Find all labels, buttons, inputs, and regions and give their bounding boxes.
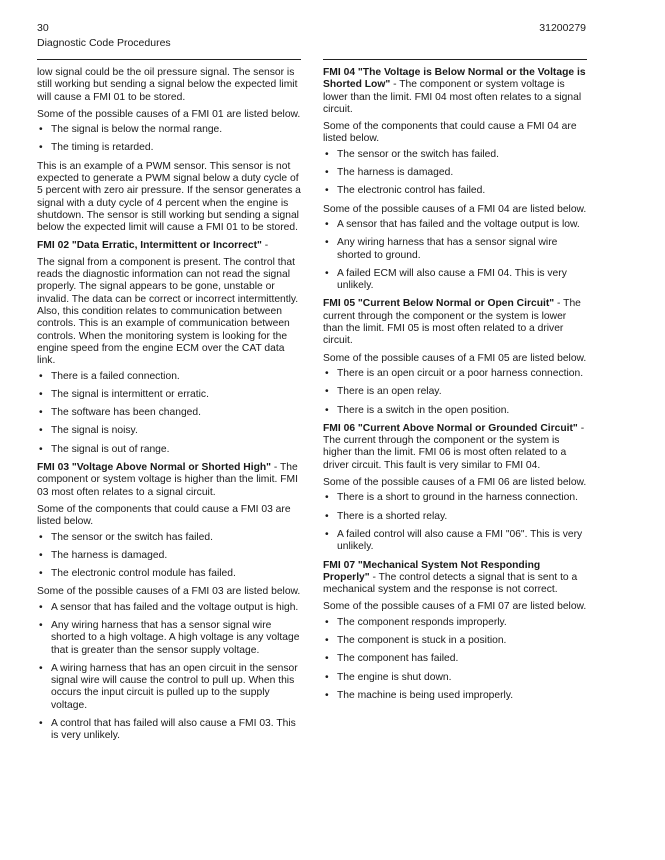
list-item [323,268,587,293]
bullet-icon: • [325,237,329,249]
list-item [37,444,301,456]
fmi03-components-list [37,532,301,581]
fmi06-causes-list [323,492,587,553]
list-item [37,663,301,712]
bullet-icon: • [325,267,329,279]
bullet-icon: • [325,167,329,179]
list-item-text: The electronic control module has failed. [51,568,236,580]
fmi05-heading [323,298,587,347]
bullet-icon: • [39,142,43,154]
list-item-text: The sensor or the switch has failed. [337,148,499,160]
bullet-icon: • [39,549,43,561]
list-item [37,142,301,154]
list-item [323,492,587,504]
bullet-icon: • [39,662,43,674]
list-item-text: A sensor that has failed and the voltage output is high. [51,601,299,613]
list-item-text: Any wiring harness that has a sensor signal wire shorted to a high voltage. A high voltage is any voltage that is greater than the sensor supply voltage. [51,619,300,656]
list-item-text: The software has been changed. [51,407,201,419]
paragraph: Some of the components that could cause a FMI 03 are listed below. [37,503,291,528]
bullet-icon: • [325,671,329,683]
page-number: 30 [37,22,49,34]
heading-dash: - [261,239,269,251]
fmi04-description: - The component or system voltage is lower than the limit. FMI 04 most often relates to a signal circuit. [323,79,582,115]
fmi03-title: FMI 03 "Voltage Above Normal or Shorted High" [37,462,272,474]
bullet-icon: • [325,528,329,540]
list-item [323,529,587,554]
bullet-icon: • [325,185,329,197]
bullet-icon: • [39,619,43,631]
fmi06-description: - The current through the component or the system is higher than the limit. FMI 06 is most often related to a driver circuit. This fault is very similar to FMI 04. [323,422,585,471]
bullet-icon: • [325,492,329,504]
list-item [37,371,301,383]
list-item-text: The signal is noisy. [51,425,138,437]
list-item-text: The sensor or the switch has failed. [51,531,213,543]
list-item [323,185,587,197]
bullet-icon: • [39,601,43,613]
list-item [323,386,587,398]
fmi04-causes-list [323,219,587,292]
list-item-text: There is a switch in the open position. [337,404,510,416]
bullet-icon: • [325,404,329,416]
list-item-text: A failed ECM will also cause a FMI 04. This is very unlikely. [337,267,567,292]
fmi04-components-list [323,149,587,198]
list-item-text: The timing is retarded. [51,142,154,154]
paragraph: Some of the possible causes of a FMI 03 are listed below. [37,586,301,598]
fmi04-heading [323,67,587,116]
bullet-icon: • [325,148,329,160]
fmi05-causes-list [323,368,587,417]
bullet-icon: • [325,689,329,701]
fmi05-title: FMI 05 "Current Below Normal or Open Circuit" [323,298,555,310]
list-item [323,653,587,665]
list-item [37,718,301,743]
right-column [323,67,587,708]
list-item-text: The harness is damaged. [51,549,168,561]
bullet-icon: • [325,218,329,230]
list-item [37,568,301,580]
list-item-text: The component responds improperly. [337,616,507,628]
list-item [323,617,587,629]
list-item [37,620,301,657]
list-item [323,368,587,380]
list-item-text: A failed control will also cause a FMI "06". This is very unlikely. [337,528,583,553]
paragraph: Some of the components that could cause a FMI 04 are listed below. [323,121,577,145]
list-item-text: The component has failed. [337,653,459,665]
list-item [323,149,587,161]
header-rule-right [323,59,587,60]
fmi02-items-list [37,371,301,456]
list-item [37,425,301,437]
list-item-text: The engine is shut down. [337,671,452,683]
list-item-text: There is an open circuit or a poor harness connection. [337,367,584,379]
bullet-icon: • [325,616,329,628]
list-item-text: There is an open relay. [337,386,442,398]
bullet-icon: • [325,367,329,379]
paragraph: low signal could be the oil pressure signal. The sensor is still working but sending a signal below the expected limit will cause a FMI 01 to be stored. [37,67,298,103]
list-item [323,635,587,647]
fmi05-description: - The current through the component or the system is lower than the limit. FMI 05 is most often related to a driver circuit. [323,298,581,347]
fmi01-causes-list [37,124,301,155]
bullet-icon: • [325,653,329,665]
fmi03-description: - The component or system voltage is higher than the limit. FMI 03 most often relates to a signal circuit. [37,462,298,498]
list-item-text: The signal is below the normal range. [51,124,223,136]
bullet-icon: • [39,370,43,382]
list-item [37,532,301,544]
fmi07-causes-list [323,617,587,702]
paragraph: Some of the possible causes of a FMI 05 are listed below. [323,352,587,364]
list-item-text: The signal is out of range. [51,443,170,455]
list-item-text: The component is stuck in a position. [337,634,507,646]
bullet-icon: • [39,425,43,437]
paragraph: Some of the possible causes of a FMI 07 are listed below. [323,601,587,613]
section-title: Diagnostic Code Procedures [37,37,171,49]
document-number: 31200279 [539,22,586,34]
list-item [37,602,301,614]
fmi07-description: - The control detects a signal that is sent to a mechanical system and the response is not correct. [323,571,578,596]
bullet-icon: • [325,386,329,398]
bullet-icon: • [325,510,329,522]
list-item-text: The electronic control has failed. [337,185,486,197]
list-item [37,389,301,401]
list-item-text: There is a short to ground in the harness connection. [337,492,578,504]
list-item [323,405,587,417]
bullet-icon: • [39,531,43,543]
list-item-text: Any wiring harness that has a sensor signal wire shorted to ground. [337,237,558,261]
list-item-text: The machine is being used improperly. [337,689,514,701]
bullet-icon: • [39,124,43,136]
paragraph: Some of the possible causes of a FMI 01 are listed below. [37,108,301,120]
header-rule-left [37,59,301,60]
fmi03-heading [37,462,301,499]
bullet-icon: • [39,407,43,419]
list-item [37,124,301,136]
list-item-text: A control that has failed will also cause a FMI 03. This is very unlikely. [51,718,296,742]
bullet-icon: • [39,388,43,400]
fmi07-heading [323,560,587,597]
list-item-text: The harness is damaged. [337,167,454,179]
list-item [323,219,587,231]
fmi06-title: FMI 06 "Current Above Normal or Grounded Circuit" [323,422,578,434]
list-item [323,511,587,523]
list-item [323,690,587,702]
paragraph: Some of the possible causes of a FMI 04 are listed below. [323,203,587,215]
left-column [37,67,301,749]
list-item [37,550,301,562]
paragraph: The signal from a component is present. The control that reads the diagnostic information can not read the signal properly. The signal appears to be gone, unstable or invalid. The data can be correct or incorrect intermittently. Also, this condition relates to communication between controls. This is an example of communication between controls. When the monitoring system is looking for the engine speed from the engine ECM over the CAT data link. [37,256,299,367]
fmi06-heading [323,423,587,472]
paragraph: This is an example of a PWM sensor. This sensor is not expected to generate a PWM signal below a duty cycle of 5 percent with zero air pressure. If the sensor generates a signal with a duty cycle of 4 percent when the engine is shutdown. The sensor is still working but sending a signal below the expected limit will cause a FMI 01 to be stored. [37,160,301,234]
bullet-icon: • [325,634,329,646]
fmi02-heading [37,240,301,252]
fmi02-title: FMI 02 "Data Erratic, Intermittent or Incorrect" [37,239,262,251]
list-item-text: There is a shorted relay. [337,510,448,522]
list-item [323,237,587,262]
list-item-text: A wiring harness that has an open circuit in the sensor signal wire will cause the control to pull up. When this occurs the input circuit is pulled up to the supply voltage. [51,662,298,711]
list-item-text: There is a failed connection. [51,370,180,382]
list-item [323,672,587,684]
bullet-icon: • [39,443,43,455]
fmi07-title: FMI 07 "Mechanical System Not Responding Properly" [323,559,541,583]
bullet-icon: • [39,718,43,730]
list-item-text: A sensor that has failed and the voltage output is low. [337,218,580,230]
list-item [323,167,587,179]
fmi03-causes-list [37,602,301,743]
list-item-text: The signal is intermittent or erratic. [51,388,209,400]
list-item [37,407,301,419]
fmi04-title: FMI 04 "The Voltage is Below Normal or the Voltage is Shorted Low" [323,67,586,91]
bullet-icon: • [39,568,43,580]
paragraph: Some of the possible causes of a FMI 06 are listed below. [323,477,587,489]
